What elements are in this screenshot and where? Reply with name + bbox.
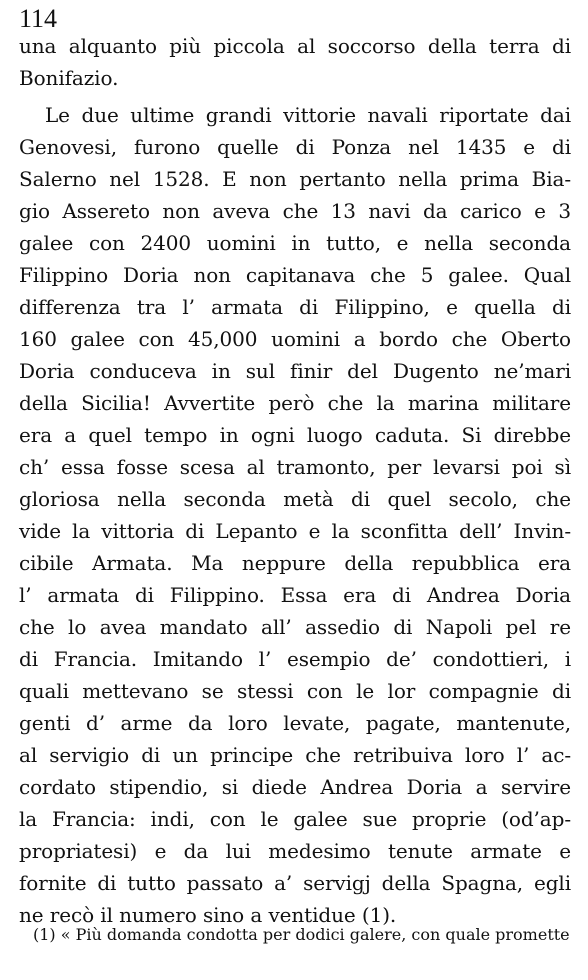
text-line: gio Assereto non aveva che 13 navi da carico e 3: [19, 199, 571, 223]
text-line: di Francia. Imitando l’ esempio de’ condottieri, i: [19, 647, 571, 671]
text-line: gloriosa nella seconda metà di quel secolo, che: [19, 487, 571, 511]
text-line: della Sicilia! Avvertite però che la marina militare: [19, 391, 571, 415]
text-line: propriatesi) e da lui medesimo tenute armate e: [19, 839, 571, 863]
text-line: quali mettevano se stessi con le lor compagnie di: [19, 679, 571, 703]
text-line: era a quel tempo in ogni luogo caduta. Si direbbe: [19, 423, 571, 447]
text-line: galee con 2400 uomini in tutto, e nella seconda: [19, 231, 571, 255]
text-line: Filippino Doria non capitanava che 5 galee. Qual: [19, 263, 571, 287]
text-line: che lo avea mandato all’ assedio di Napoli pel re: [19, 615, 571, 639]
footnote: (1) « Più domanda condotta per dodici galere, con quale promette: [33, 925, 570, 944]
text-line: 160 galee con 45,000 uomini a bordo che Oberto: [19, 327, 571, 351]
text-line: Bonifazio.: [19, 66, 119, 90]
page-number: 114: [19, 4, 58, 33]
text-line: cibile Armata. Ma neppure della repubblica era: [19, 551, 571, 575]
text-line: ch’ essa fosse scesa al tramonto, per levarsi poi sì: [19, 455, 571, 479]
text-line: l’ armata di Filippino. Essa era di Andrea Doria: [19, 583, 571, 607]
text-line: una alquanto più piccola al soccorso della terra di: [19, 34, 571, 58]
text-line: al servigio di un principe che retribuiva loro l’ ac-: [19, 743, 571, 767]
body-text: [19, 30, 571, 931]
text-line: vide la vittoria di Lepanto e la sconfitta dell’ Invin-: [19, 519, 571, 543]
text-line: la Francia: indi, con le galee sue proprie (od’ap-: [19, 807, 571, 831]
text-line: Doria conduceva in sul finir del Dugento ne’mari: [19, 359, 571, 383]
text-line: genti d’ arme da loro levate, pagate, mantenute,: [19, 711, 571, 735]
text-line: cordato stipendio, si diede Andrea Doria a servire: [19, 775, 571, 799]
text-line: Genovesi, furono quelle di Ponza nel 1435 e di: [19, 135, 571, 159]
text-line: Le due ultime grandi vittorie navali riportate dai: [45, 103, 571, 127]
text-line: fornite di tutto passato a’ servigj della Spagna, egli: [19, 871, 571, 895]
text-line: Salerno nel 1528. E non pertanto nella prima Bia-: [19, 167, 571, 191]
text-line: ne recò il numero sino a ventidue (1).: [19, 903, 397, 927]
text-line: differenza tra l’ armata di Filippino, e quella di: [19, 295, 571, 319]
